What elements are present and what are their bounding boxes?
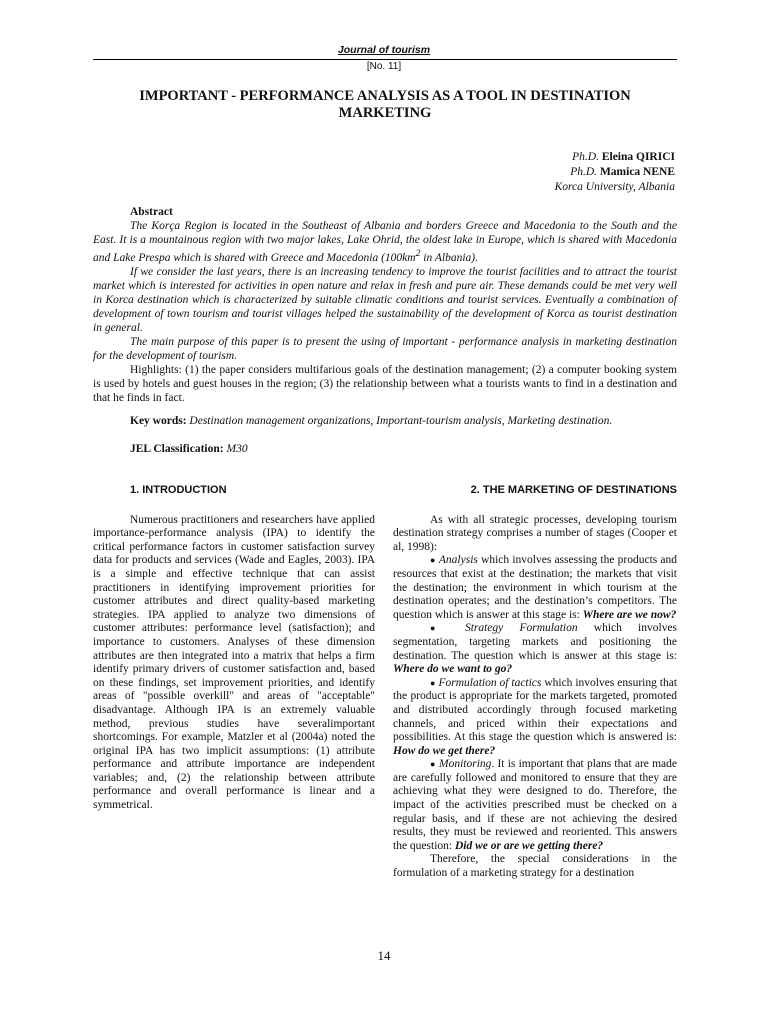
issue-number: [No. 11] [366, 61, 402, 72]
abstract-paragraph-2: If we consider the last years, there is an increasing tendency to improve the tourist facilities and to attract the tourist market which is interested for activities in open nature and relax in fresh and pure air. These demands could be met very well in Korca destination which is characterized by suitable climatic conditions and tourist services. Eventually a combination of development of town tourism and tourist villages helped the sustainability of the development of Korca as tourist destination in general. [93, 265, 677, 334]
abstract-p1-end: in Albania). [420, 251, 478, 264]
abstract-p1-sup: 2 [415, 248, 421, 259]
author-2-degree: Ph.D. [570, 166, 598, 178]
abstract [93, 205, 677, 405]
jel-value: M30 [226, 443, 248, 455]
author-block [555, 150, 675, 195]
section-2-closing: Therefore, the special considerations in the formulation of a marketing strategy for a destination [393, 853, 677, 880]
abstract-paragraph-1 [93, 219, 677, 265]
section-1-text: Numerous practitioners and researchers have applied importance-performance analysis (IPA) to identify the critical performance factors in customer satisfaction survey data for products and services (Wade and Eagles, 2003). IPA is a simple and effective technique that can assist practitioners in identifying improvement priorities for customer attributes and direct quality-based marketing strategies. IPA applied to analyze two dimensions of customer attributes: performance level (satisfaction); and importance to customers. Analyses of these dimension attributes are then integrated into a matrix that helps a firm identify primary drivers of customer satisfaction and, based on these findings, set improvement priorities, and identify areas of "possible overkill" and areas of "acceptable" disadvantage. Although IPA is an extremely valuable method, previous studies have severalimportant shortcomings. For example, Matzler et al (2004a) noted the original IPA has two implicit assumptions: (1) attribute performance and attribute importance are independent variables; and, (2) the relationship between attribute performance and overall performance is linear and a symmetrical. [93, 513, 375, 812]
author-1-degree: Ph.D. [572, 151, 599, 163]
author-1 [555, 150, 675, 165]
journal-name: Journal of tourism [337, 44, 431, 56]
page-number: 14 [377, 948, 391, 963]
jel-label: JEL Classification: [130, 443, 224, 455]
keywords-label: Key words: [130, 415, 187, 427]
bullet-monitoring-question: Did we or are we getting there? [454, 839, 604, 852]
bullet-analysis-term: Analysis [438, 554, 478, 567]
bullet-tactics-question: How do we get there? [393, 744, 496, 757]
bullet-monitoring-text: . It is important that plans that are made are carefully followed and monitored to ensure that they are achieving what they were designed to do. Therefore, the impact of the activities prescribed must be checked on a regular basis, and if these are not achieving the desired results, they must be reviewed and reoriented. This answers the question: [393, 758, 678, 852]
bullet-analysis-text: which involves assessing the products and resources that exist at the destination; the markets that visit the destination; the environment in which tourism at the destination operates; and the destination’s competitors. The question which is answer at this stage is: [393, 554, 678, 621]
bullet-icon: ● [430, 623, 449, 634]
bullet-analysis [393, 554, 677, 622]
jel-classification [130, 443, 248, 455]
author-1-name: Eleina QIRICI [601, 151, 675, 163]
keywords-text: Destination management organizations, Important-tourism analysis, Marketing destination. [189, 415, 613, 427]
bullet-monitoring [393, 758, 677, 853]
bullet-strategy-term: Strategy Formulation [464, 622, 578, 635]
bullet-icon: ● [430, 759, 436, 770]
abstract-p1-text: The Korça Region is located in the Southeast of Albania and borders Greece and Macedonia to the South and the East. It is a mountainous region with two major lakes, Lake Ohrid, the oldest lake in Europe, which is shared with Macedonia and Lake Prespa which is shared with Greece and Macedonia (100km [93, 220, 677, 264]
header-rule [93, 59, 677, 60]
section-1-heading: 1. INTRODUCTION [130, 484, 227, 496]
affiliation: Korca University, Albania [554, 181, 675, 193]
section-2-intro: As with all strategic processes, developing tourism destination strategy comprises a number of stages (Cooper et al, 1998): [393, 513, 677, 553]
abstract-heading: Abstract [130, 206, 173, 218]
bullet-analysis-question: Where are we now? [582, 608, 677, 621]
author-2 [555, 165, 675, 180]
author-2-name: Mamica NENE [599, 166, 675, 178]
bullet-icon: ● [430, 677, 436, 688]
bullet-tactics-term: Formulation of tactics [438, 676, 542, 689]
left-column [93, 484, 375, 813]
bullet-strategy-text: which involves segmentation, targeting markets and positioning the destination. The question which is answer at this stage is: [393, 622, 678, 662]
bullet-strategy [393, 622, 677, 676]
section-2-heading: 2. THE MARKETING OF DESTINATIONS [470, 484, 677, 496]
abstract-paragraph-3: The main purpose of this paper is to present the using of important - performance analysis in marketing destination for the development of tourism. [93, 335, 677, 362]
bullet-monitoring-term: Monitoring [439, 758, 492, 771]
bullet-icon: ● [430, 555, 436, 566]
right-column [393, 484, 677, 881]
keywords [130, 414, 690, 428]
bullet-tactics-text: which involves ensuring that the product is appropriate for the markets targeted, promoted and distributed accordingly through focused marketing channels, and priced within their expectations and possibilities. At this stage the question which is answered is: [393, 676, 678, 744]
bullet-tactics [393, 677, 677, 759]
abstract-highlights: Highlights: (1) the paper considers multifarious goals of the destination management; (2) a computer booking system is used by hotels and guest houses in the region; (3) the relationship between what a tourists wants to find in a destination and that he finds in fact. [93, 363, 677, 404]
paper-title: IMPORTANT - PERFORMANCE ANALYSIS AS A TOOL IN DESTINATION MARKETING [139, 88, 631, 121]
bullet-strategy-question: Where do we want to go? [393, 663, 513, 676]
